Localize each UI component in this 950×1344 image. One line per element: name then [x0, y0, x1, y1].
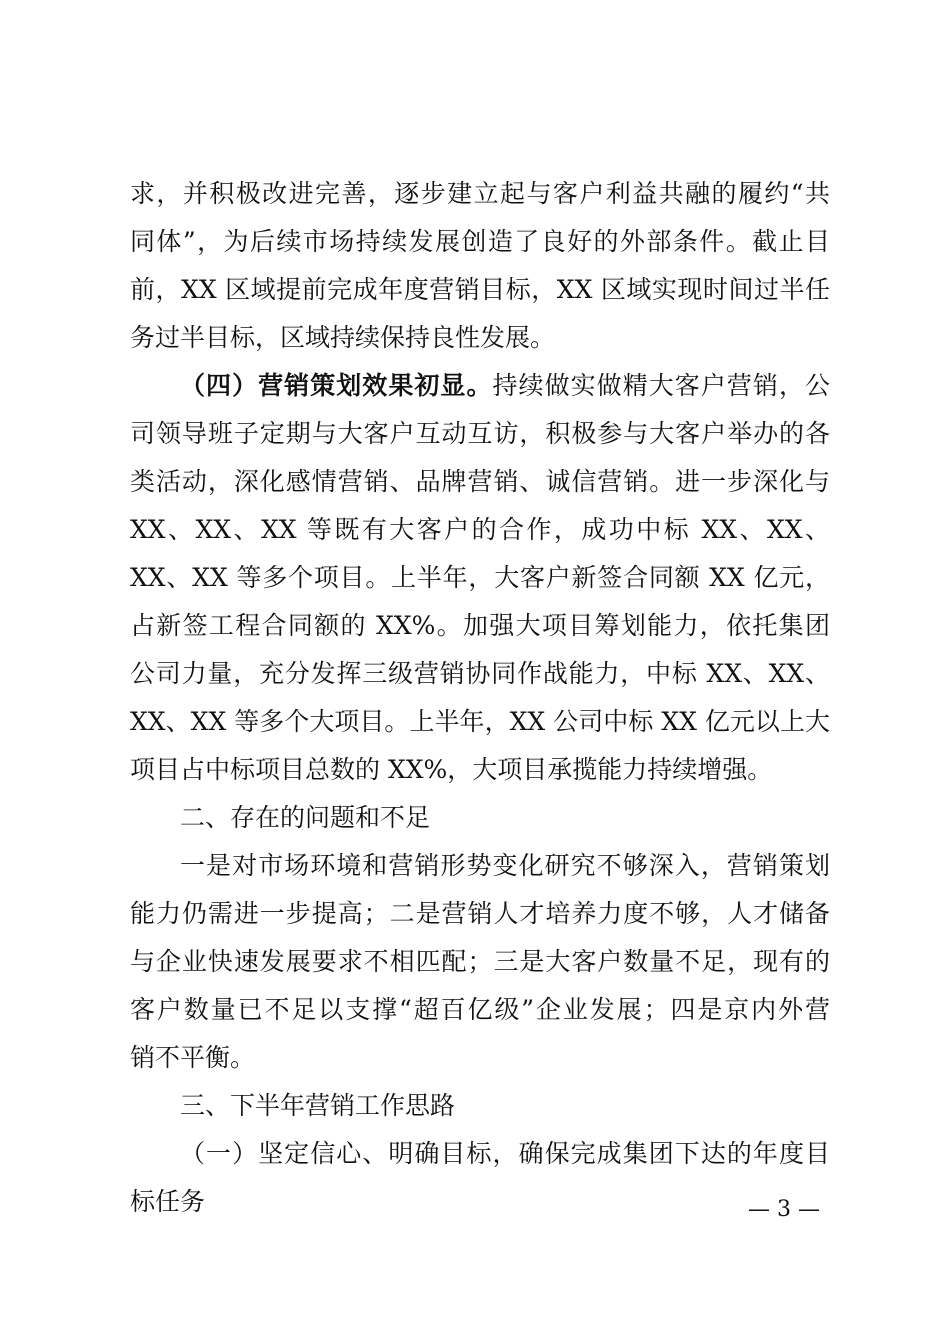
para3-line-2: 能力仍需进一步提高；二是营销人才培养力度不够，人才储备 [130, 899, 830, 928]
subheading-1-line-2: 标任务 [130, 1187, 206, 1216]
para1-line-3: 前，XX 区域提前完成年度营销目标，XX 区域实现时间过半任 [130, 275, 830, 304]
section-heading-plan: 三、下半年营销工作思路 [180, 1091, 456, 1120]
para3-line-3: 与企业快速发展要求不相匹配；三是大客户数量不足，现有的 [130, 947, 830, 976]
para2-first-rest: 持续做实做精大客户营销，公 [492, 371, 830, 400]
para2-line-6: 占新签工程合同额的 XX%。加强大项目筹划能力，依托集团 [130, 611, 830, 640]
para1-line-2: 同体”，为后续市场持续发展创造了良好的外部条件。截止目 [130, 227, 830, 256]
para2-line-7: 公司力量，充分发挥三级营销协同作战能力，中标 XX、XX、 [130, 659, 830, 688]
para3-line-4: 客户数量已不足以支撑“超百亿级”企业发展；四是京内外营 [130, 995, 830, 1024]
para2-line-5: XX、XX 等多个项目。上半年，大客户新签合同额 XX 亿元， [130, 563, 830, 592]
para3-line-5: 销不平衡。 [130, 1043, 256, 1072]
para2-first-line [180, 366, 830, 406]
subheading-1-line-1: （一）坚定信心、明确目标，确保完成集团下达的年度目 [180, 1139, 830, 1168]
para2-line-8: XX、XX 等多个大项目。上半年，XX 公司中标 XX 亿元以上大 [130, 707, 830, 736]
section-heading-problems: 二、存在的问题和不足 [180, 803, 431, 832]
para2-line-4: XX、XX、XX 等既有大客户的合作，成功中标 XX、XX、 [130, 515, 830, 544]
para1-line-1: 求，并积极改进完善，逐步建立起与客户利益共融的履约“共 [130, 179, 830, 208]
para1-line-4: 务过半目标，区域持续保持良性发展。 [130, 323, 556, 352]
para2-lead-heading: （四）营销策划效果初显。 [180, 371, 493, 400]
page-number: — 3 — [748, 1197, 820, 1222]
para2-line-2: 司领导班子定期与大客户互动互访，积极参与大客户举办的各 [130, 419, 830, 448]
para3-first-line: 一是对市场环境和营销形势变化研究不够深入，营销策划 [180, 851, 830, 880]
para2-line-9: 项目占中标项目总数的 XX%，大项目承揽能力持续增强。 [130, 755, 773, 784]
para2-line-3: 类活动，深化感情营销、品牌营销、诚信营销。进一步深化与 [130, 467, 830, 496]
